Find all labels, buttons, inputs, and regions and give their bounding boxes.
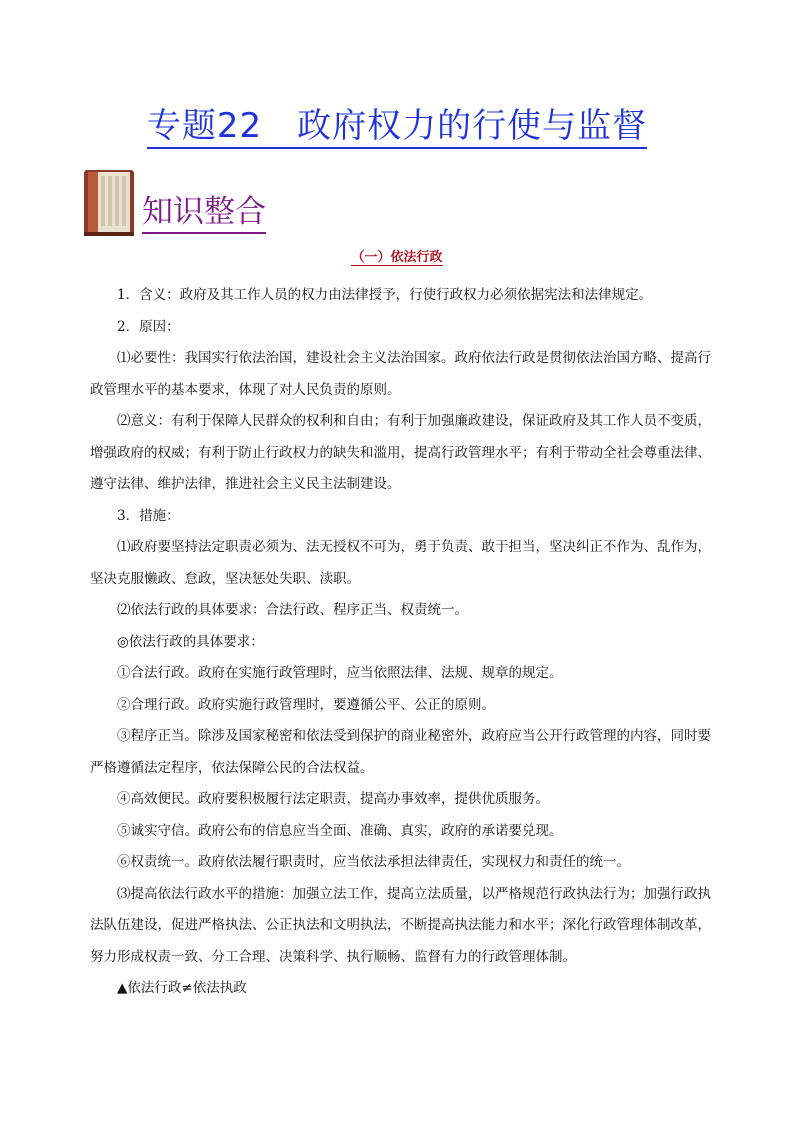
paragraph: 3．措施： <box>117 507 180 524</box>
paragraph: ②合理行政。政府实施行政管理时，要遵循公平、公正的原则。 <box>117 696 495 713</box>
paragraph: ③程序正当。除涉及国家秘密和依法受到保护的商业秘密外，政府应当公开行政管理的内容，同时要严格遵循法定程序，依法保障公民的合法权益。 <box>90 728 711 776</box>
paragraph: ⑴政府要坚持法定职责必须为、法无授权不可为，勇于负责、敢于担当，坚决纠正不作为、乱作为，坚决克服懒政、怠政，坚决惩处失职、渎职。 <box>90 539 711 587</box>
paragraph: ④高效便民。政府要积极履行法定职责，提高办事效率，提供优质服务。 <box>117 791 549 807</box>
paragraph: 2．原因： <box>117 318 180 335</box>
paragraph: ⑶提高依法行政水平的措施：加强立法工作，提高立法质量，以严格规范行政执法行为；加强行政执法队伍建设，促进严格执法、公正执法和文明执法，不断提高执法能力和水平；深化行政管理体制改革，努力形成权责一致、分工合理、决策科学、执行顺畅、监督有力的行政管理体制。 <box>90 885 711 965</box>
page-title <box>0 100 794 152</box>
subsection-heading <box>0 248 794 268</box>
paragraph: ▲依法行政≠依法执政 <box>117 980 247 996</box>
subsection-heading-text: （一）依法行政 <box>351 250 443 265</box>
body-text <box>90 280 718 1005</box>
page-title-text: 专题22 政府权力的行使与监督 <box>147 106 647 149</box>
paragraph: ⑵依法行政的具体要求：合法行政、程序正当、权责统一。 <box>117 602 468 618</box>
paragraph: ①合法行政。政府在实施行政管理时，应当依照法律、法规、规章的规定。 <box>117 665 563 681</box>
paragraph: 1．含义：政府及其工作人员的权力由法律授予，行使行政权力必须依据宪法和法律规定。 <box>117 287 653 303</box>
paragraph: ⑵意义：有利于保障人民群众的权利和自由；有利于加强廉政建设，保证政府及其工作人员不变质，增强政府的权威；有利于防止行政权力的缺失和滥用，提高行政管理水平；有利于带动全社会尊重法律、遵守法律、维护法律，推进社会主义民主法制建设。 <box>90 413 711 492</box>
paragraph: ⑥权责统一。政府依法履行职责时，应当依法承担法律责任，实现权力和责任的统一。 <box>117 854 630 870</box>
paragraph: ⑤诚实守信。政府公布的信息应当全面、准确、真实，政府的承诺要兑现。 <box>117 822 563 839</box>
book-icon <box>82 166 136 238</box>
paragraph: ◎依法行政的具体要求： <box>117 633 264 650</box>
paragraph: ⑴必要性：我国实行依法治国，建设社会主义法治国家。政府依法行政是贯彻依法治国方略、提高行政管理水平的基本要求，体现了对人民负责的原则。 <box>90 350 711 398</box>
section-header <box>82 166 322 242</box>
section-title: 知识整合 <box>142 192 266 234</box>
